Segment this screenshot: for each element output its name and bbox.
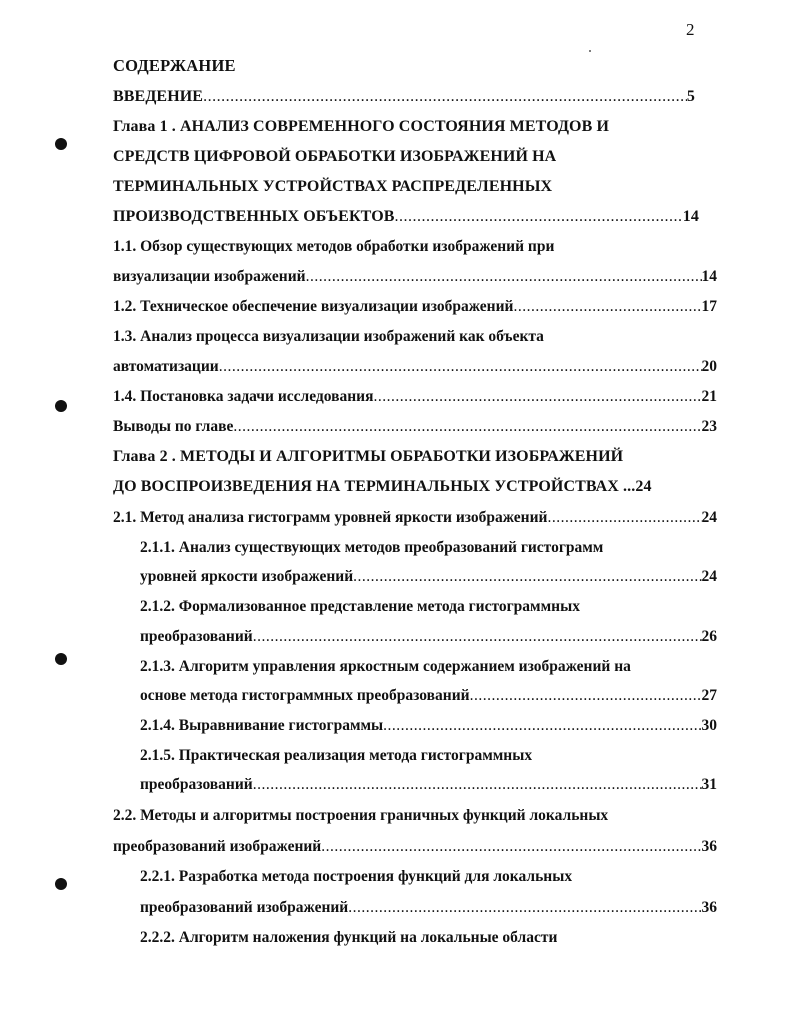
toc-subsection-2-1-2-line-1[interactable]: 2.1.2. Формализованное представление метода гистограммных <box>140 598 580 615</box>
toc-section-1-3-line-1[interactable]: 1.3. Анализ процесса визуализации изображений как объекта <box>113 328 544 345</box>
toc-section-1-2[interactable] <box>113 296 717 318</box>
toc-page-number: 23 <box>701 418 717 435</box>
toc-subsection-2-2-1-line-1[interactable]: 2.2.1. Разработка метода построения функций для локальных <box>140 868 573 885</box>
dot-leader <box>348 897 701 919</box>
dot-leader <box>373 386 701 408</box>
toc-entry-text: 1.2. Техническое обеспечение визуализации изображений <box>113 298 514 315</box>
toc-conclusions-1[interactable] <box>113 416 717 438</box>
toc-chapter-1-line-3[interactable]: ТЕРМИНАЛЬНЫХ УСТРОЙСТВАХ РАСПРЕДЕЛЕННЫХ <box>113 178 553 195</box>
toc-entry-text: ДО ВОСПРОИЗВЕДЕНИЯ НА ТЕРМИНАЛЬНЫХ УСТРОЙСТВАХ ... <box>113 478 636 495</box>
toc-entry-text: 1.4. Постановка задачи исследования <box>113 388 374 405</box>
toc-page-number: 36 <box>701 899 717 916</box>
toc-entry-text: ВВЕДЕНИЕ <box>113 88 204 105</box>
toc-entry-text: преобразований изображений <box>113 838 322 855</box>
dot-leader <box>233 416 701 438</box>
dot-leader <box>383 715 701 737</box>
toc-entry-text: автоматизации <box>113 358 219 375</box>
punch-hole <box>55 653 67 665</box>
toc-chapter-1-line-2[interactable]: СРЕДСТВ ЦИФРОВОЙ ОБРАБОТКИ ИЗОБРАЖЕНИЙ НА <box>113 148 557 165</box>
toc-entry-text: визуализации изображений <box>113 268 306 285</box>
dot-leader <box>306 266 702 288</box>
dot-leader <box>353 566 701 588</box>
toc-section-2-1[interactable] <box>113 507 717 529</box>
dot-leader <box>253 626 702 648</box>
toc-subsection-2-1-1-line-2[interactable] <box>140 566 717 588</box>
dot-leader <box>547 507 701 529</box>
toc-section-1-1-line-1[interactable]: 1.1. Обзор существующих методов обработки изображений при <box>113 238 555 255</box>
dot-leader <box>321 836 701 858</box>
dot-leader <box>203 86 687 108</box>
toc-page-number: 36 <box>701 838 717 855</box>
dot-leader <box>513 296 701 318</box>
toc-subsection-2-1-1-line-1[interactable]: 2.1.1. Анализ существующих методов преобразований гистограмм <box>140 539 604 556</box>
toc-page-number: 17 <box>701 298 717 315</box>
toc-chapter-2-line-1[interactable]: Глава 2 . МЕТОДЫ И АЛГОРИТМЫ ОБРАБОТКИ ИЗОБРАЖЕНИЙ <box>113 448 624 465</box>
toc-page-number: 30 <box>701 717 717 734</box>
toc-entry-text: Выводы по главе <box>113 418 234 435</box>
punch-hole <box>55 138 67 150</box>
dot-leader <box>253 774 702 796</box>
toc-entry-intro[interactable] <box>113 86 695 108</box>
toc-entry-text: 2.1. Метод анализа гистограмм уровней яркости изображений <box>113 509 548 526</box>
toc-page-number: 31 <box>701 776 717 793</box>
toc-subsection-2-1-5-line-2[interactable] <box>140 774 717 796</box>
page-number: 2 <box>686 20 695 39</box>
toc-entry-text: преобразований <box>140 628 253 645</box>
toc-section-2-2-line-1[interactable]: 2.2. Методы и алгоритмы построения граничных функций локальных <box>113 807 609 824</box>
toc-page-number: 14 <box>701 268 717 285</box>
toc-entry-text: основе метода гистограммных преобразований <box>140 687 470 704</box>
toc-chapter-1-line-4[interactable] <box>113 206 699 228</box>
punch-hole <box>55 400 67 412</box>
toc-subsection-2-1-4[interactable] <box>140 715 717 737</box>
toc-entry-text: ПРОИЗВОДСТВЕННЫХ ОБЪЕКТОВ <box>113 208 395 225</box>
toc-subsection-2-1-3-line-1[interactable]: 2.1.3. Алгоритм управления яркостным содержанием изображений на <box>140 658 631 675</box>
toc-page-number: 24 <box>635 478 652 495</box>
toc-entry-text: 2.1.4. Выравнивание гистограммы <box>140 717 384 734</box>
toc-page-number: 26 <box>701 628 717 645</box>
toc-page-number: 14 <box>682 208 699 225</box>
toc-subsection-2-2-2-line-1[interactable]: 2.2.2. Алгоритм наложения функций на локальные области <box>140 929 558 946</box>
toc-chapter-1-line-1[interactable]: Глава 1 . АНАЛИЗ СОВРЕМЕННОГО СОСТОЯНИЯ МЕТОДОВ И <box>113 118 610 135</box>
toc-page-number: 21 <box>701 388 717 405</box>
dot-leader <box>470 685 702 707</box>
toc-section-1-3-line-2[interactable] <box>113 356 717 378</box>
dot-leader <box>219 356 702 378</box>
toc-page-number: 27 <box>701 687 717 704</box>
toc-section-1-1-line-2[interactable] <box>113 266 717 288</box>
toc-entry-text: преобразований изображений <box>140 899 349 916</box>
punch-hole <box>55 878 67 890</box>
toc-page-number: 5 <box>686 88 695 105</box>
toc-chapter-2-line-2[interactable] <box>113 476 652 498</box>
dot-leader <box>395 206 683 228</box>
scan-speck <box>589 50 591 52</box>
toc-subsection-2-1-3-line-2[interactable] <box>140 685 717 707</box>
toc-title: СОДЕРЖАНИЕ <box>113 56 236 75</box>
toc-subsection-2-2-1-line-2[interactable] <box>140 897 717 919</box>
toc-entry-text: преобразований <box>140 776 253 793</box>
toc-entry-text: уровней яркости изображений <box>140 568 354 585</box>
toc-subsection-2-1-2-line-2[interactable] <box>140 626 717 648</box>
toc-section-2-2-line-2[interactable] <box>113 836 717 858</box>
toc-section-1-4[interactable] <box>113 386 717 408</box>
toc-page-number: 20 <box>701 358 717 375</box>
toc-page-number: 24 <box>701 509 717 526</box>
toc-subsection-2-1-5-line-1[interactable]: 2.1.5. Практическая реализация метода гистограммных <box>140 747 533 764</box>
toc-page-number: 24 <box>701 568 717 585</box>
